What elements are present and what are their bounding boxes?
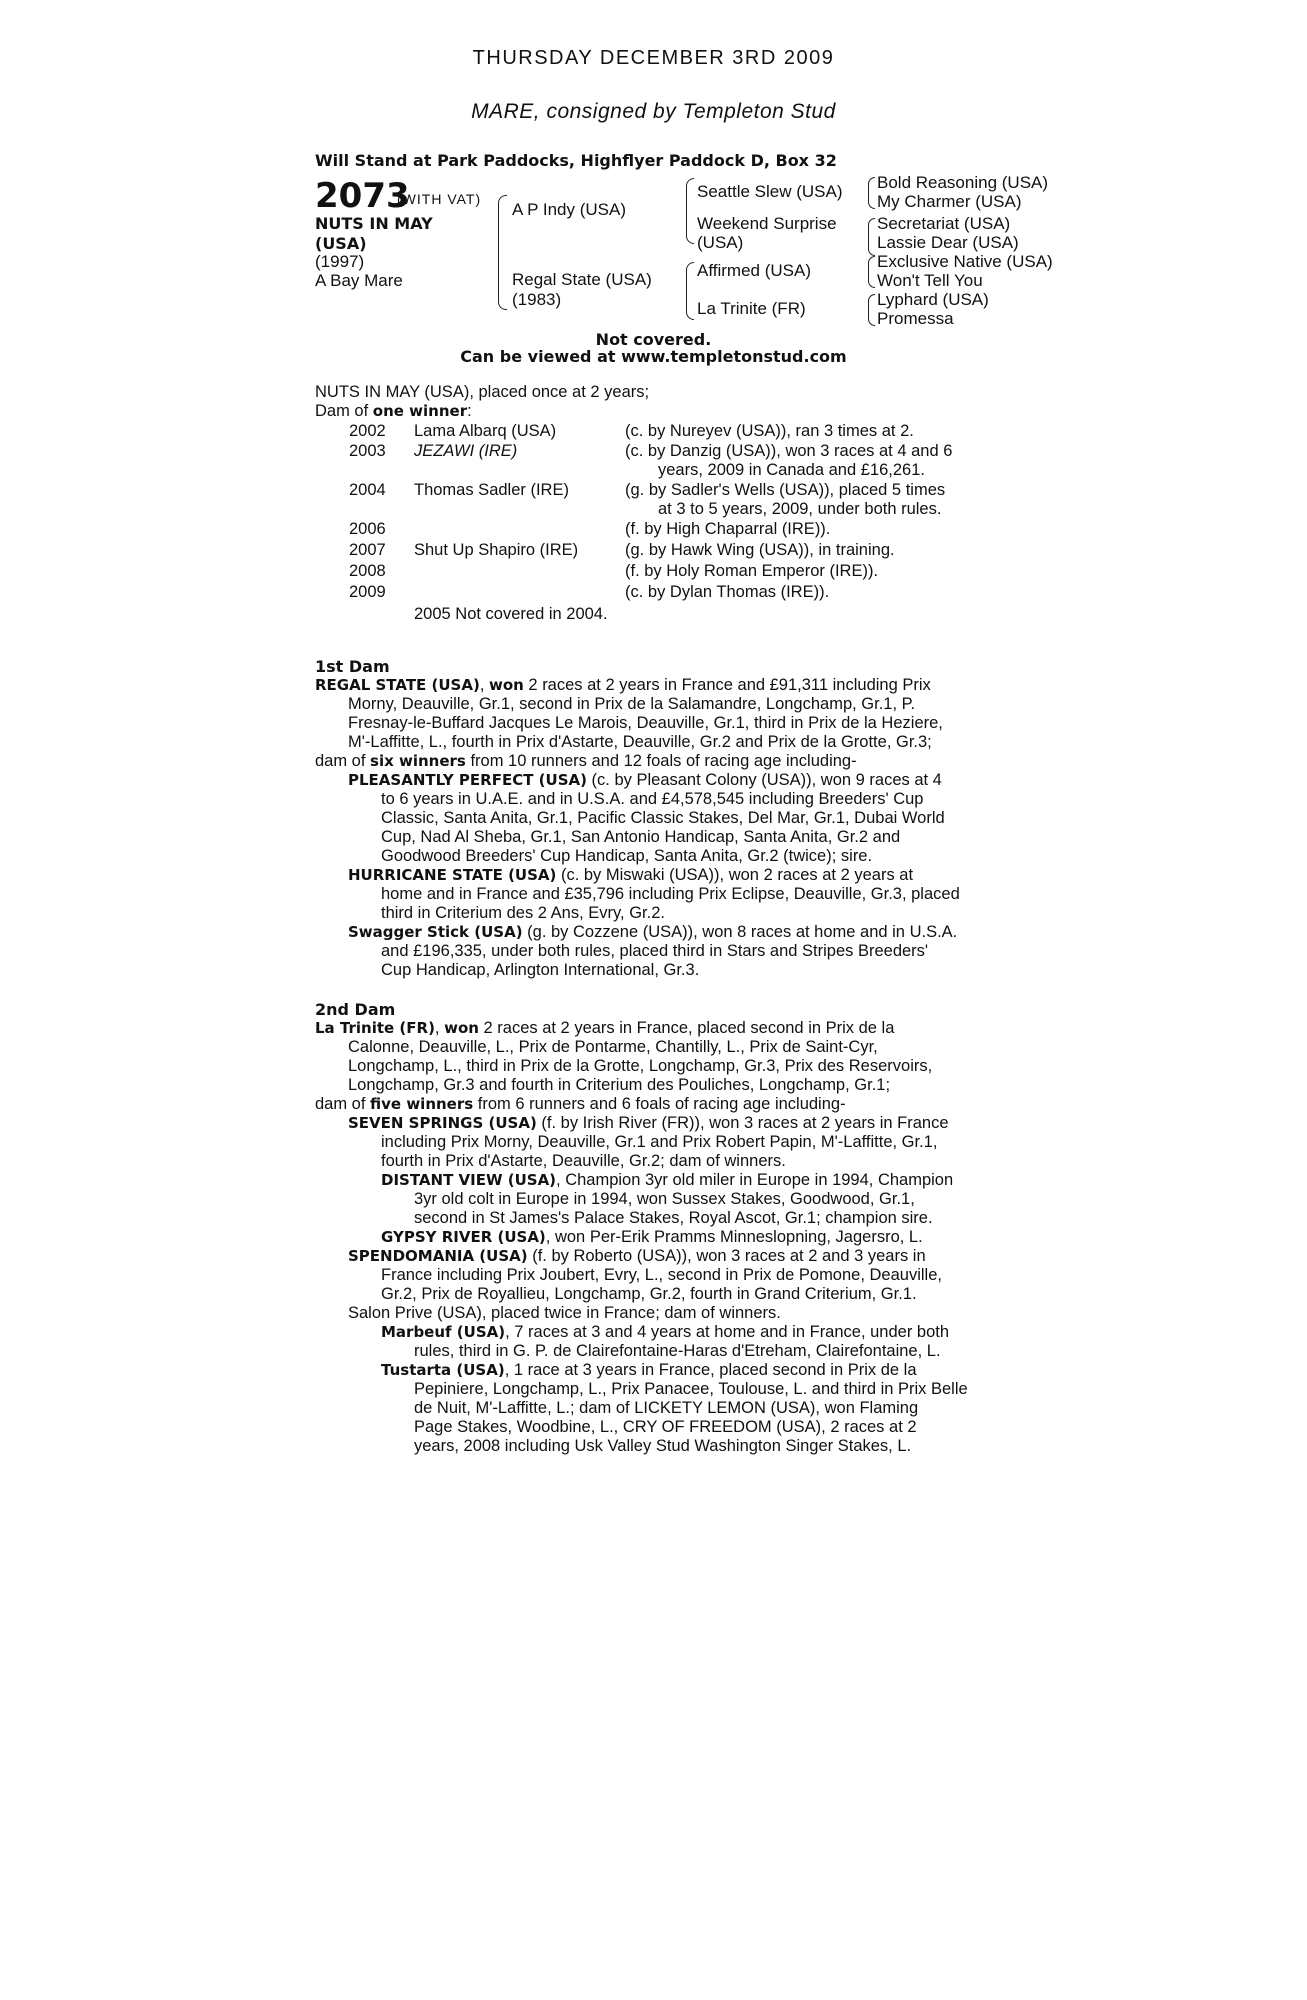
pedigree-brace-dd — [868, 294, 875, 326]
produce-desc: (f. by High Chaparral (IRE)). — [625, 520, 831, 538]
produce-year: 2007 — [349, 541, 386, 559]
progeny-line: (f. by Roberto (USA)), won 3 races at 2 and 3 years in — [527, 1247, 926, 1265]
second-dam-heading: 2nd Dam — [315, 1000, 396, 1019]
produce-dam-of — [315, 402, 472, 421]
produce-desc: (c. by Dylan Thomas (IRE)). — [625, 583, 830, 601]
pedigree-sss: Bold Reasoning (USA) — [877, 173, 1049, 192]
horse-name-line2: (USA) — [315, 234, 367, 253]
progeny-line: , 1 race at 3 years in France, placed second in Prix de la — [504, 1361, 917, 1379]
progeny-line: third in Criterium des 2 Ans, Evry, Gr.2. — [381, 904, 665, 922]
pedigree-brace-ss — [868, 177, 875, 209]
pedigree-sire-sire: Seattle Slew (USA) — [697, 182, 843, 201]
first-dam-line: M'-Laffitte, L., fourth in Prix d'Astarte, Deauville, Gr.2 and Prix de la Grotte, Gr.3; — [348, 733, 932, 751]
progeny-line: , Champion 3yr old miler in Europe in 1994, Champion — [556, 1171, 954, 1189]
pedigree-brace-dam — [686, 262, 694, 320]
pedigree-dam-dam: La Trinite (FR) — [697, 299, 806, 318]
progeny-line: including Prix Morny, Deauville, Gr.1 and Prix Robert Papin, M'-Laffitte, Gr.1, — [381, 1133, 938, 1151]
covering-status: Not covered. — [595, 330, 712, 349]
progeny-line: , 7 races at 3 and 4 years at home and in France, under both — [505, 1323, 950, 1341]
progeny-name: HURRICANE STATE (USA) — [348, 866, 557, 884]
foaling-year: (1997) — [315, 252, 365, 271]
progeny-name: PLEASANTLY PERFECT (USA) — [348, 771, 587, 789]
progeny-line: Classic, Santa Anita, Gr.1, Pacific Classic Stakes, Del Mar, Gr.1, Dubai World — [381, 809, 945, 827]
produce-desc-cont: at 3 to 5 years, 2009, under both rules. — [658, 500, 942, 518]
progeny-line: rules, third in G. P. de Clairefontaine-Haras d'Etreham, Clairefontaine, L. — [414, 1342, 941, 1360]
consignment-line: MARE, consigned by Templeton Stud — [471, 100, 836, 123]
first-dam-damof: dam of — [315, 752, 371, 770]
progeny-line: home and in France and £35,796 including Prix Eclipse, Deauville, Gr.3, placed — [381, 885, 960, 903]
pedigree-brace-main — [498, 195, 507, 310]
produce-note: 2005 Not covered in 2004. — [414, 605, 608, 623]
progeny-name: Marbeuf (USA) — [381, 1323, 506, 1341]
second-dam-line: Longchamp, L., third in Prix de la Grotte, Longchamp, Gr.3, Prix des Reservoirs, — [348, 1057, 933, 1075]
produce-desc: (g. by Sadler's Wells (USA)), placed 5 times — [625, 481, 946, 499]
progeny-name: DISTANT VIEW (USA) — [381, 1171, 557, 1189]
produce-desc-cont: years, 2009 in Canada and £16,261. — [658, 461, 925, 479]
produce-name: Lama Albarq (USA) — [414, 422, 557, 440]
pedigree-dss: Exclusive Native (USA) — [877, 252, 1053, 271]
pedigree-ssd: My Charmer (USA) — [877, 192, 1022, 211]
progeny-name: SEVEN SPRINGS (USA) — [348, 1114, 537, 1132]
pedigree-brace-sire — [686, 178, 694, 244]
progeny-line: (c. by Pleasant Colony (USA)), won 9 races at 4 — [586, 771, 942, 789]
progeny-name: GYPSY RIVER (USA) — [381, 1228, 546, 1246]
second-dam-line: Longchamp, Gr.3 and fourth in Criterium des Pouliches, Longchamp, Gr.1; — [348, 1076, 891, 1094]
pedigree-sdd: Lassie Dear (USA) — [877, 233, 1019, 252]
horse-name-line1: NUTS IN MAY — [315, 214, 433, 233]
progeny-line: to 6 years in U.A.E. and in U.S.A. and £4,578,545 including Breeders' Cup — [381, 790, 924, 808]
progeny-line: Page Stakes, Woodbine, L., CRY OF FREEDOM (USA), 2 races at 2 — [414, 1418, 917, 1436]
produce-year: 2002 — [349, 422, 386, 440]
progeny-name: SPENDOMANIA (USA) — [348, 1247, 528, 1265]
progeny-line: and £196,335, under both rules, placed third in Stars and Stripes Breeders' — [381, 942, 929, 960]
progeny-line: Pepiniere, Longchamp, L., Prix Panacee, Toulouse, L. and third in Prix Belle — [414, 1380, 968, 1398]
second-dam-body: La Trinite (FR), won 2 races at 2 years in France, placed second in Prix de la Calonne, Deauville, L., Prix de Pontarme, Chantilly, L., Prix de Saint-Cyr, Longchamp, L., third in Prix de la Grotte, Longchamp, Gr.3, Prix des Reservoirs, Longchamp, Gr.3 and fourth in Criterium des Pouliches, Longchamp, Gr.1; dam of five winners from 6 runners and 6 foals of racing age including- SEVEN SPRINGS (USA) (f. by Irish River (FR)), won 3 races at 2 years in France including Prix Morny, Deauville, Gr.1 and Prix Robert Papin, M'-Laffitte, Gr.1, fourth in Prix d'Astarte, Deauville, Gr.2; dam of winners. DISTANT VIEW (USA), Champion 3yr old miler in Europe in 1994, Champion 3yr old colt in Europe in 1994, won Sussex Stakes, Goodwood, Gr.1, second in St James's Palace Stakes, Royal Ascot, Gr.1; champion sire. GYPSY RIVER (USA), won Per-Erik Pramms Minneslopning, Jagersro, L. SPENDOMANIA (USA) (f. by Roberto (USA)), won 3 races at 2 and 3 years in France including Prix Joubert, Evry, L., second in Prix de Pomone, Deauville, Gr.2, Prix de Royallieu, Longchamp, Gr.2, fourth in Grand Criterium, Gr.1. Salon Prive (USA), placed twice in France; dam of winners. Marbeuf (USA), 7 races at 3 and 4 years at home and in France, under both rules, third in G. P. de Clairefontaine-Haras d'Etreham, Clairefontaine, L. Tustarta (USA), 1 race at 3 years in France, placed second in Prix de la Pepiniere, Longchamp, L., Prix Panacee, Toulouse, L. and third in Prix Belle de Nuit, M'-Laffitte, L.; dam of LICKETY LEMON (USA), won Flaming Page Stakes, Woodbine, L., CRY OF FREEDOM (USA), 2 races at 2 years, 2008 including Usk Valley Stud Washington Singer Stakes, L. — [315, 1019, 1005, 1456]
produce-desc: (g. by Hawk Wing (USA)), in training. — [625, 541, 895, 559]
produce-name: Thomas Sadler (IRE) — [414, 481, 569, 499]
produce-desc: (f. by Holy Roman Emperor (IRE)). — [625, 562, 879, 580]
pedigree-sire-dam-1: Weekend Surprise — [697, 214, 837, 233]
produce-year: 2009 — [349, 583, 386, 601]
progeny-line: Cup, Nad Al Sheba, Gr.1, San Antonio Handicap, Santa Anita, Gr.2 and — [381, 828, 901, 846]
produce-name: Shut Up Shapiro (IRE) — [414, 541, 579, 559]
first-dam-heading: 1st Dam — [315, 657, 390, 676]
first-dam-won: won — [489, 676, 524, 694]
progeny-line: de Nuit, M'-Laffitte, L.; dam of LICKETY LEMON (USA), won Flaming — [414, 1399, 919, 1417]
pedigree-dam-year: (1983) — [512, 290, 562, 309]
first-dam-name: REGAL STATE (USA) — [315, 676, 480, 694]
second-dam-damof: dam of — [315, 1095, 371, 1113]
dam-of-suffix: : — [467, 402, 472, 420]
progeny-line: (c. by Miswaki (USA)), won 2 races at 2 years at — [556, 866, 914, 884]
pedigree-dam-sire: Affirmed (USA) — [697, 261, 811, 280]
progeny-name: Swagger Stick (USA) — [348, 923, 523, 941]
first-dam-body: REGAL STATE (USA), won 2 races at 2 years in France and £91,311 including Prix Morny, Deauville, Gr.1, second in Prix de la Salamandre, Longchamp, Gr.1, P. Fresnay-le-Buffard Jacques Le Marois, Deauville, Gr.1, third in Prix de la Heziere, M'-Laffitte, L., fourth in Prix d'Astarte, Deauville, Gr.2 and Prix de la Grotte, Gr.3; dam of six winners from 10 runners and 12 foals of racing age including- PLEASANTLY PERFECT (USA) (c. by Pleasant Colony (USA)), won 9 races at 4 to 6 years in U.A.E. and in U.S.A. and £4,578,545 including Breeders' Cup Classic, Santa Anita, Gr.1, Pacific Classic Stakes, Del Mar, Gr.1, Dubai World Cup, Nad Al Sheba, Gr.1, San Antonio Handicap, Santa Anita, Gr.2 and Goodwood Breeders' Cup Handicap, Santa Anita, Gr.2 (twice); sire. HURRICANE STATE (USA) (c. by Miswaki (USA)), won 2 races at 2 years at home and in France and £35,796 including Prix Eclipse, Deauville, Gr.3, placed third in Criterium des 2 Ans, Evry, Gr.2. Swagger Stick (USA) (g. by Cozzene (USA)), won 8 races at home and in U.S.A. and £196,335, under both rules, placed third in Stars and Stripes Breeders' Cup Handicap, Arlington International, Gr.3. — [315, 676, 1005, 980]
produce-year: 2003 — [349, 442, 386, 460]
pedigree-sds: Secretariat (USA) — [877, 214, 1011, 233]
horse-name — [315, 214, 433, 254]
sale-date: THURSDAY DECEMBER 3RD 2009 — [472, 47, 835, 69]
first-dam-runners: from 10 runners and 12 foals of racing age including- — [465, 752, 857, 770]
produce-year: 2008 — [349, 562, 386, 580]
progeny-line: Gr.2, Prix de Royallieu, Longchamp, Gr.2, fourth in Grand Criterium, Gr.1. — [381, 1285, 917, 1303]
progeny-line: (g. by Cozzene (USA)), won 8 races at home and in U.S.A. — [522, 923, 958, 941]
produce-desc: (c. by Nureyev (USA)), ran 3 times at 2. — [625, 422, 914, 440]
vat-note: (WITH VAT) — [397, 191, 482, 207]
pedigree-ddd: Promessa — [877, 309, 954, 328]
produce-desc: (c. by Danzig (USA)), won 3 races at 4 and 6 — [625, 442, 953, 460]
dam-of-prefix: Dam of — [315, 402, 373, 420]
pedigree-dds: Lyphard (USA) — [877, 290, 989, 309]
progeny-name: Tustarta (USA) — [381, 1361, 505, 1379]
second-dam-name: La Trinite (FR) — [315, 1019, 435, 1037]
progeny-line: (f. by Irish River (FR)), won 3 races at 2 years in France — [536, 1114, 949, 1132]
horse-description: A Bay Mare — [315, 271, 403, 290]
pedigree-brace-ds — [868, 256, 875, 288]
first-dam-line: 2 races at 2 years in France and £91,311 including Prix — [523, 676, 931, 694]
pedigree-brace-sd — [868, 218, 875, 256]
progeny-line: fourth in Prix d'Astarte, Deauville, Gr.2; dam of winners. — [381, 1152, 786, 1170]
second-dam-runners: from 6 runners and 6 foals of racing age including- — [473, 1095, 846, 1113]
pedigree-dsd: Won't Tell You — [877, 271, 983, 290]
progeny-line: Goodwood Breeders' Cup Handicap, Santa Anita, Gr.2 (twice); sire. — [381, 847, 873, 865]
first-dam-line: Morny, Deauville, Gr.1, second in Prix de la Salamandre, Longchamp, Gr.1, P. — [348, 695, 916, 713]
pedigree-sire-dam-2: (USA) — [697, 233, 744, 252]
produce-year: 2006 — [349, 520, 386, 538]
produce-name: JEZAWI (IRE) — [414, 442, 518, 460]
stand-location: Will Stand at Park Paddocks, Highflyer Paddock D, Box 32 — [315, 151, 837, 170]
progeny-line: , won Per-Erik Pramms Minneslopning, Jagersro, L. — [545, 1228, 923, 1246]
first-dam-winners: six winners — [370, 752, 466, 770]
progeny-line: years, 2008 including Usk Valley Stud Washington Singer Stakes, L. — [414, 1437, 912, 1455]
progeny-line: France including Prix Joubert, Evry, L., second in Prix de Pomone, Deauville, — [381, 1266, 942, 1284]
second-dam-line: Calonne, Deauville, L., Prix de Pontarme, Chantilly, L., Prix de Saint-Cyr, — [348, 1038, 878, 1056]
dam-of-count: one winner — [372, 402, 468, 420]
progeny-line: second in St James's Palace Stakes, Royal Ascot, Gr.1; champion sire. — [414, 1209, 933, 1227]
lot-number: 2073 — [315, 176, 410, 216]
progeny-line: Salon Prive (USA), placed twice in France; dam of winners. — [348, 1304, 781, 1322]
pedigree-sire: A P Indy (USA) — [512, 200, 627, 219]
second-dam-won: won — [444, 1019, 479, 1037]
first-dam-line: Fresnay-le-Buffard Jacques Le Marois, Deauville, Gr.1, third in Prix de la Heziere, — [348, 714, 943, 732]
progeny-line: Cup Handicap, Arlington International, Gr.3. — [381, 961, 700, 979]
second-dam-winners: five winners — [370, 1095, 474, 1113]
second-dam-line: 2 races at 2 years in France, placed second in Prix de la — [478, 1019, 895, 1037]
produce-intro: NUTS IN MAY (USA), placed once at 2 years; — [315, 383, 650, 401]
produce-year: 2004 — [349, 481, 386, 499]
viewing-info: Can be viewed at www.templetonstud.com — [460, 347, 847, 366]
pedigree-dam: Regal State (USA) — [512, 270, 652, 289]
progeny-line: 3yr old colt in Europe in 1994, won Sussex Stakes, Goodwood, Gr.1, — [414, 1190, 915, 1208]
